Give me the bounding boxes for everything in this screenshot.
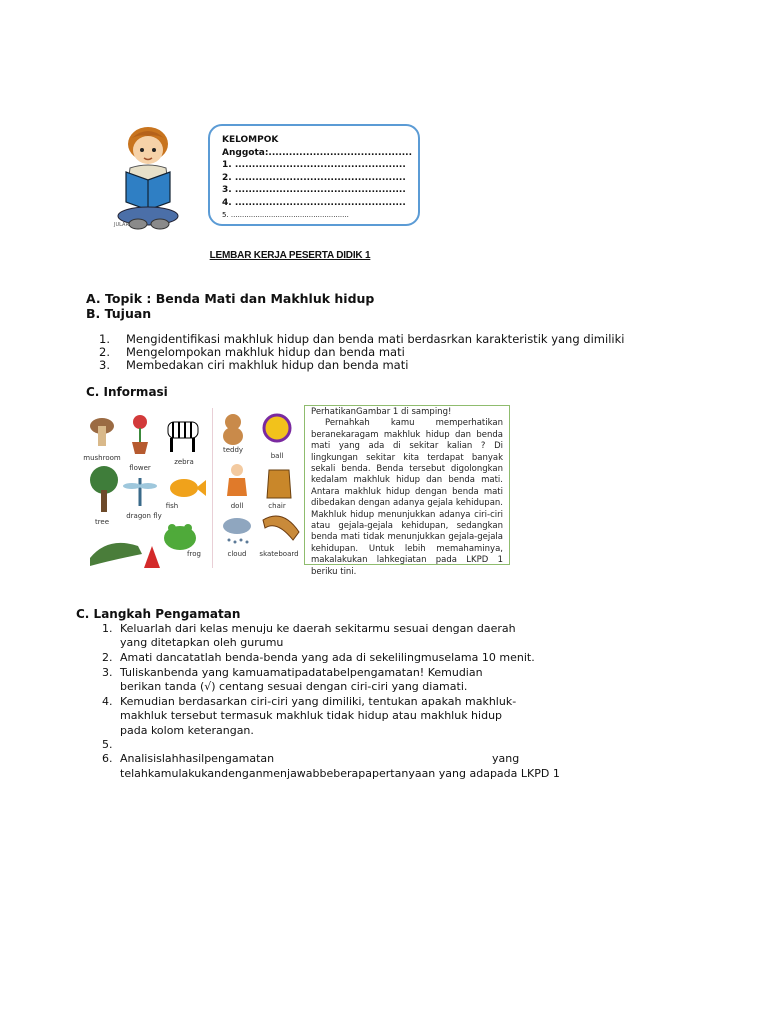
objectives-list	[90, 333, 730, 378]
step-num-2: 2.	[102, 651, 113, 664]
member-line-2: 2. ..................................................	[222, 172, 406, 183]
objective-text-2: Mengelompokan makhluk hidup dan benda mati	[126, 345, 405, 359]
label-mushroom: mushroom	[83, 454, 121, 462]
step-4-line-3: pada kolom keterangan.	[120, 723, 254, 737]
step-4-line-2: makhluk tersebut termasuk makhluk tidak hidup atau makhluk hidup	[120, 709, 503, 722]
observation-steps-heading: C. Langkah Pengamatan	[76, 607, 241, 621]
member-line-1: 1. ..................................................	[222, 160, 406, 170]
information-heading: C. Informasi	[86, 385, 168, 399]
step-num-5: 5.	[102, 738, 113, 751]
label-flower: flower	[129, 464, 151, 472]
step-3-line-2: berikan tanda (√) centang sesuai dengan ciri-ciri yang diamati.	[120, 680, 468, 693]
label-zebra: zebra	[174, 458, 194, 466]
objective-num-1: 1.	[99, 332, 110, 346]
group-members-box	[208, 124, 420, 226]
info-first-line: PerhatikanGambar 1 di samping!	[311, 407, 452, 417]
step-1-line-2: yang ditetapkan oleh gurumu	[120, 636, 284, 650]
label-doll: doll	[230, 502, 244, 510]
member-line-5: 5. .....................................................	[222, 211, 349, 219]
step-6-trailing-word: yang	[492, 752, 520, 765]
logo-text: JULAR	[114, 222, 129, 228]
step-3-line-1: Tuliskanbenda yang kamuamatipadatabelpengamatan! Kemudian	[120, 665, 483, 679]
step-6-line-1: Analisislahhasilpengamatan	[120, 752, 275, 765]
step-2-line-1: Amati dancatatlah benda-benda yang ada di sekelilingmuselama 10 menit.	[120, 651, 535, 664]
step-1-line-1: Keluarlah dari kelas menuju ke daerah sekitarmu sesuai dengan daerah	[120, 622, 516, 635]
info-text	[311, 407, 503, 578]
members-label: Anggota:..........................................	[222, 147, 413, 158]
objectives-heading: B. Tujuan	[86, 306, 152, 321]
objective-num-3: 3.	[99, 358, 110, 372]
objective-text-3: Membedakan ciri makhluk hidup dan benda mati	[126, 358, 409, 372]
observation-steps-list	[94, 622, 564, 787]
info-paragraph: Pernahkah kamu memperhatikan beranekaragam makhluk hidup dan benda mati yang ada di sekitar kalian ? Di lingkungan sekitar kita terdapat banyak sekali benda. Benda tersebut digolongkan kedalam makhluk hidup dan benda mati. Antara makhluk hidup dengan benda mati dibedakan dengan adanya gejala kehidupan. Makhluk hidup menunjukkan adanya ciri-ciri atau gejala-gejala kehidupan, sedangkan benda mati tidak menunjukkan gejala-gejala kehidupan. Untuk lebih memahaminya, makalakukan lahkegiatan pada LKPD 1 beriku tini.	[311, 418, 503, 577]
nonliving-things-picture	[212, 408, 303, 568]
boy-reading-illustration	[108, 122, 188, 234]
living-things-picture	[83, 408, 212, 568]
member-line-3: 3. ..................................................	[222, 185, 406, 195]
step-6-line-2: telahkamulakukandenganmenjawabbeberapapertanyaan yang adapada LKPD 1	[120, 766, 560, 780]
step-num-6: 6.	[102, 752, 113, 765]
topic-heading: A. Topik : Benda Mati dan Makhluk hidup	[86, 291, 375, 306]
step-num-4: 4.	[102, 694, 113, 708]
label-chair: chair	[268, 502, 286, 510]
label-frog: frog	[187, 550, 201, 558]
label-ball: ball	[270, 452, 284, 460]
label-tree: tree	[94, 518, 110, 526]
step-num-3: 3.	[102, 665, 113, 679]
label-cloud: cloud	[227, 550, 247, 558]
label-skateboard: skateboard	[259, 550, 299, 558]
objective-text-1: Mengidentifikasi makhluk hidup dan benda mati berdasrkan karakteristik yang dimiliki	[126, 332, 625, 346]
step-4-line-1: Kemudian berdasarkan ciri-ciri yang dimiliki, tentukan apakah makhluk-	[120, 694, 517, 708]
step-num-1: 1.	[102, 622, 113, 635]
member-line-4: 4. ..................................................	[222, 197, 406, 208]
label-dragonfly: dragon fly	[126, 512, 162, 520]
group-label: KELOMPOK	[222, 135, 279, 145]
objective-num-2: 2.	[99, 345, 110, 359]
label-teddy: teddy	[222, 446, 244, 454]
label-fish: fish	[165, 502, 179, 510]
worksheet-title: LEMBAR KERJA PESERTA DIDIK 1	[209, 250, 371, 261]
